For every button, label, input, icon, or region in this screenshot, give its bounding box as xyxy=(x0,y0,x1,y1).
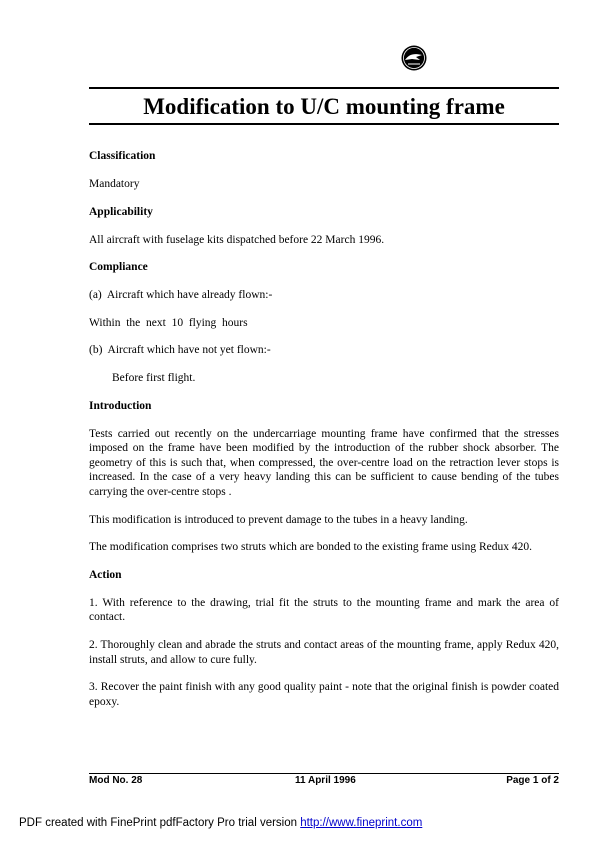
action-step-2: 2. Thoroughly clean and abrade the struts and contact areas of the mounting frame, apply Redux 420, install struts, and allow to cure fully. xyxy=(89,638,559,666)
title-bottom-rule xyxy=(89,123,559,125)
introduction-paragraph-3: The modification comprises two struts which are bonded to the existing frame using Redux 420. xyxy=(89,541,532,554)
title-top-rule xyxy=(89,87,559,89)
introduction-heading: Introduction xyxy=(89,399,152,412)
footer-page-number: Page 1 of 2 xyxy=(506,775,559,786)
compliance-item-b: (b) Aircraft which have not yet flown:- xyxy=(89,344,271,357)
fineprint-link[interactable]: http://www.fineprint.com xyxy=(300,817,423,829)
company-logo-icon xyxy=(400,44,428,72)
page-title: Modification to U/C mounting frame xyxy=(143,94,505,119)
action-heading: Action xyxy=(89,568,122,581)
pdf-trial-banner xyxy=(19,817,422,829)
footer-date: 11 April 1996 xyxy=(295,775,356,786)
footer-rule xyxy=(89,773,559,774)
compliance-heading: Compliance xyxy=(89,261,148,274)
compliance-item-b-detail: Before first flight. xyxy=(112,371,196,384)
action-step-1: 1. With reference to the drawing, trial fit the struts to the mounting frame and mark the area of contact. xyxy=(89,596,559,624)
introduction-paragraph-2: This modification is introduced to prevent damage to the tubes in a heavy landing. xyxy=(89,513,468,526)
classification-text: Mandatory xyxy=(89,178,140,190)
action-step-3: 3. Recover the paint finish with any good quality paint - note that the original finish is powder coated epoxy. xyxy=(89,681,559,708)
classification-heading: Classification xyxy=(89,150,156,162)
document-body xyxy=(89,149,559,709)
compliance-item-a: (a) Aircraft which have already flown:- xyxy=(89,289,273,302)
introduction-paragraph-1: Tests carried out recently on the undercarriage mounting frame have confirmed that the stresses imposed on the frame have been modified by the introduction of the rubber shock absorber. The geometry of this is such that, when compressed, the over-centre load on the retraction lever stops is increased. In the case of a very heavy landing this can be sufficient to cause bending of the tubes carrying the over-centre stops . xyxy=(89,427,559,498)
footer-mod-number: Mod No. 28 xyxy=(89,775,143,786)
compliance-item-a-detail: Within the next 10 flying hours xyxy=(89,316,248,329)
applicability-text: All aircraft with fuselage kits dispatched before 22 March 1996. xyxy=(89,233,385,246)
banner-text: PDF created with FinePrint pdfFactory Pro trial version xyxy=(19,817,301,829)
applicability-heading: Applicability xyxy=(89,205,153,218)
